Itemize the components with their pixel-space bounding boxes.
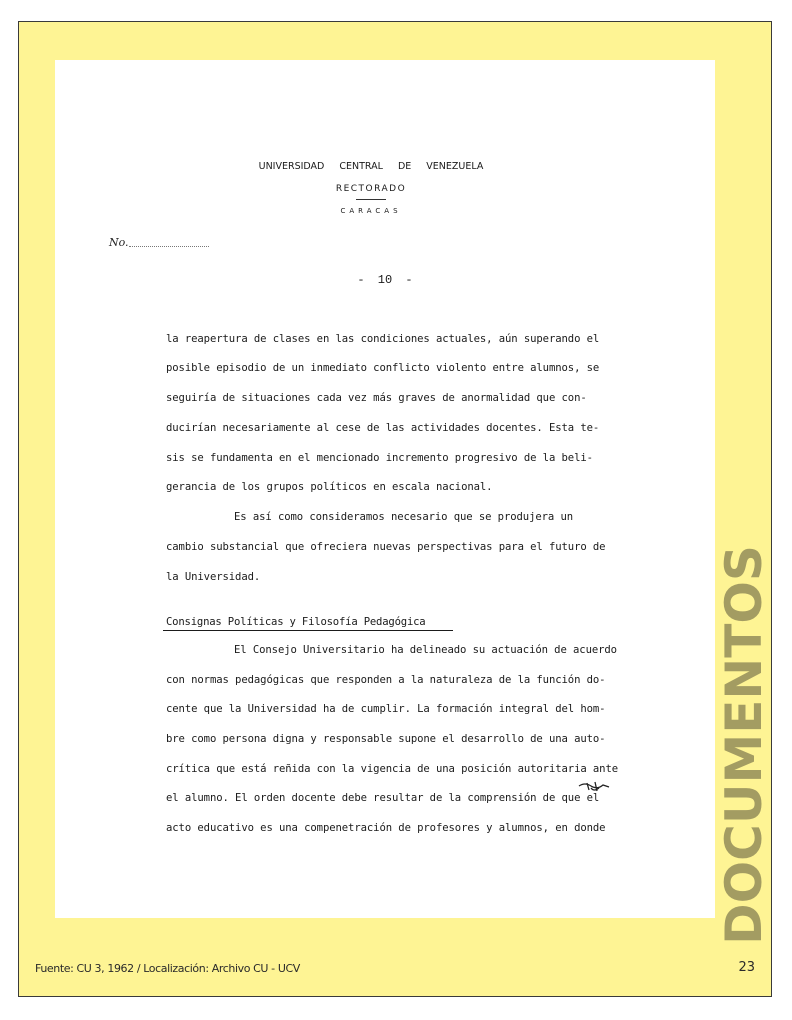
section-title-text: DOCUMENTOS [715,544,773,945]
text-line: El Consejo Universitario ha delineado su actuación de acuerdo [234,644,617,656]
text-line: acto educativo es una compenetración de profesores y alumnos, en donde [166,822,606,834]
section-heading: Consignas Políticas y Filosofía Pedagógica [166,616,426,628]
text-line: cambio substancial que ofreciera nuevas perspectivas para el futuro de [166,541,606,553]
text-line: el alumno. El orden docente debe resultar de la comprensión de que el [166,792,600,804]
document-number-label: No. [109,236,129,249]
text-line: posible episodio de un inmediato conflicto violento entre alumnos, se [166,362,600,374]
text-line: gerancia de los grupos políticos en escala nacional. [166,481,493,493]
text-line: cente que la Universidad ha de cumplir. La formación integral del hom- [166,703,606,715]
section-title-vertical [709,544,779,945]
text-line: la reapertura de clases en las condiciones actuales, aún superando el [166,333,600,345]
ink-blot-mark [577,778,611,794]
text-line: ducirían necesariamente al cese de las actividades docentes. Esta te- [166,422,600,434]
page-frame [18,21,772,997]
text-line: seguiría de situaciones cada vez más graves de anormalidad que con- [166,392,587,404]
letterhead-institution: UNIVERSIDAD CENTRAL DE VENEZUELA [258,161,484,172]
section-heading-underline [163,630,453,631]
text-line: Es así como consideramos necesario que se produjera un [234,511,574,523]
scanned-document [55,60,715,918]
letterhead-divider [356,199,386,200]
text-line: con normas pedagógicas que responden a la naturaleza de la función do- [166,674,606,686]
document-number-blank [129,246,209,247]
letterhead-office: RECTORADO [335,184,407,194]
text-line: sis se fundamenta en el mencionado incremento progresivo de la beli- [166,452,593,464]
document-page-marker: - 10 - [357,273,413,287]
text-line: crítica que está reñida con la vigencia de una posición autoritaria ante [166,763,619,775]
page-number: 23 [738,960,755,975]
letterhead-city: CARACAS [340,207,402,215]
source-caption: Fuente: CU 3, 1962 / Localización: Archivo CU - UCV [35,962,300,975]
text-line: la Universidad. [166,571,261,583]
text-line: bre como persona digna y responsable supone el desarrollo de una auto- [166,733,606,745]
